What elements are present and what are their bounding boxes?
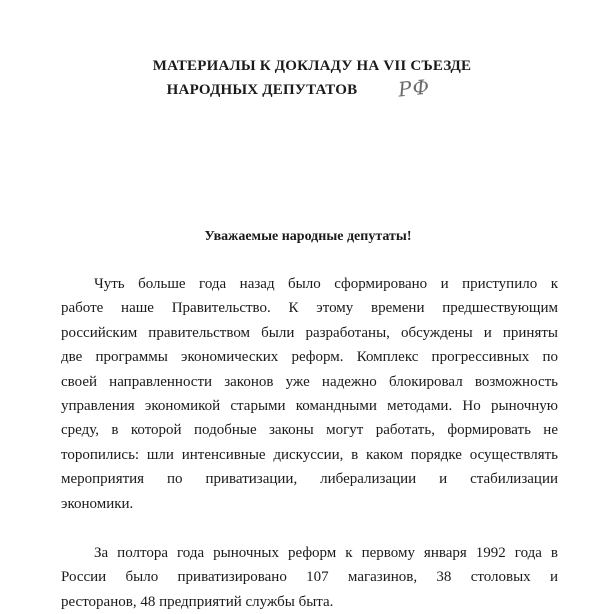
paragraph-1-line: российским правительством были разработаны, обсуждены и приняты: [61, 324, 558, 341]
paragraph-1-line: две программы экономических реформ. Комплекс прогрессивных по: [61, 349, 558, 366]
paragraph-1-line: торопились: шли интенсивные дискуссии, в каком порядке осуществлять: [61, 446, 558, 463]
paragraph-1-line: мероприятия по приватизации, либерализации и стабилизации: [61, 471, 558, 488]
paragraph-1-line: экономики.: [61, 495, 134, 512]
paragraph-1-line: среду, в которой подобные законы могут работать, формировать не: [61, 422, 558, 439]
greeting-text: Уважаемые народные депутаты!: [204, 229, 412, 244]
paragraph-1-line: работе наше Правительство. К этому времени предшествующим: [61, 300, 558, 317]
greeting-heading: [0, 229, 600, 245]
document-title-line-1: МАТЕРИАЛЫ К ДОКЛАДУ НА VII СЪЕЗДЕ: [152, 58, 472, 74]
paragraph-2: [61, 541, 558, 614]
paragraph-1-line: своей направленности законов уже надежно блокировал возможность: [61, 373, 558, 390]
handwritten-mark: РФ: [396, 74, 432, 102]
paragraph-1-line: управления экономикой старыми командными методами. Но рыночную: [61, 397, 558, 414]
paragraph-2-line: За полтора года рыночных реформ к первому января 1992 года в: [94, 545, 558, 561]
paragraph-2-line: России было приватизировано 107 магазинов, 38 столовых и: [61, 569, 558, 586]
paragraph-1: [61, 272, 558, 516]
paragraph-1-line: Чуть больше года назад было сформировано и приступило к: [94, 276, 558, 292]
document-title-line-2: НАРОДНЫХ ДЕПУТАТОВ: [166, 82, 358, 98]
paragraph-2-line: ресторанов, 48 предприятий службы быта.: [61, 593, 334, 610]
